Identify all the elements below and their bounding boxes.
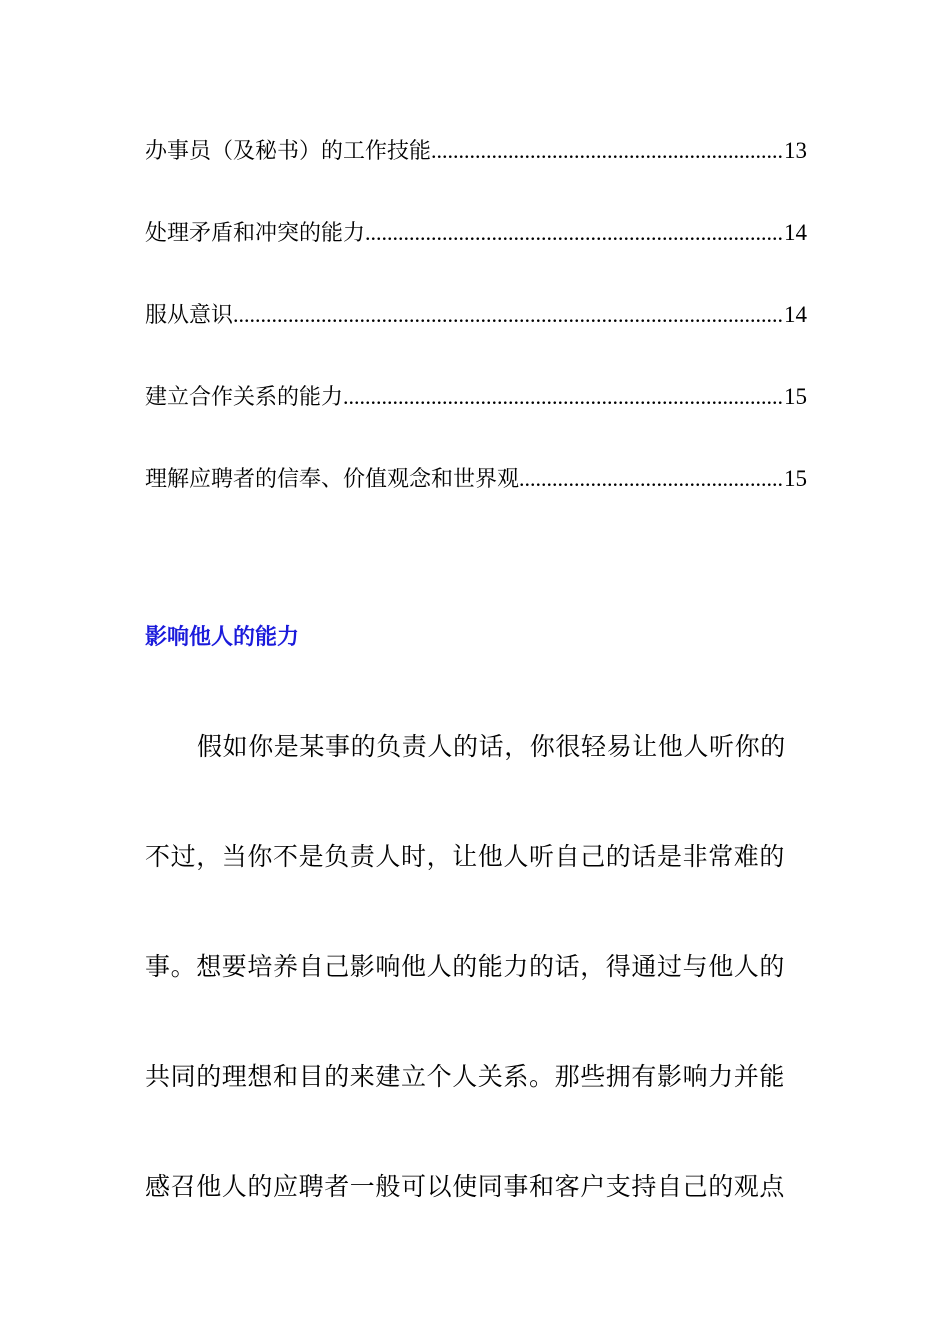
toc-entry-title: 服从意识	[145, 303, 234, 328]
toc-entry-title: 办事员（及秘书）的工作技能	[145, 139, 432, 164]
toc-entry-title: 建立合作关系的能力	[145, 385, 344, 410]
paragraph-line: 不过，当你不是负责人时，让他人听自己的话是非常难的	[145, 842, 786, 871]
toc-dot-leader	[519, 459, 784, 499]
body-paragraph	[145, 727, 807, 1277]
toc-dot-leader	[343, 377, 784, 417]
paragraph-line: 感召他人的应聘者一般可以使同事和客户支持自己的观点	[145, 1172, 786, 1201]
toc-entry-title: 处理矛盾和冲突的能力	[145, 221, 366, 246]
paragraph-line: 事。想要培养自己影响他人的能力的话，得通过与他人的	[145, 952, 786, 981]
toc-dot-leader	[431, 131, 784, 171]
toc-entry[interactable]	[145, 213, 807, 295]
toc-entry[interactable]	[145, 459, 807, 541]
toc-entry-page: 13	[784, 138, 807, 163]
toc-entry-page: 14	[784, 220, 807, 245]
table-of-contents	[145, 131, 807, 541]
paragraph-line: 假如你是某事的负责人的话，你很轻易让他人听你的	[197, 732, 786, 761]
toc-entry-page: 14	[784, 302, 807, 327]
toc-entry-page: 15	[784, 384, 807, 409]
toc-dot-leader	[233, 295, 784, 335]
toc-entry[interactable]	[145, 131, 807, 213]
toc-entry-page: 15	[784, 466, 807, 491]
toc-entry-title: 理解应聘者的信奉、价值观念和世界观	[145, 467, 520, 492]
toc-dot-leader	[365, 213, 784, 253]
toc-entry[interactable]	[145, 295, 807, 377]
section-heading: 影响他人的能力	[145, 624, 300, 650]
toc-entry[interactable]	[145, 377, 807, 459]
paragraph-line: 共同的理想和目的来建立个人关系。那些拥有影响力并能	[145, 1062, 786, 1091]
